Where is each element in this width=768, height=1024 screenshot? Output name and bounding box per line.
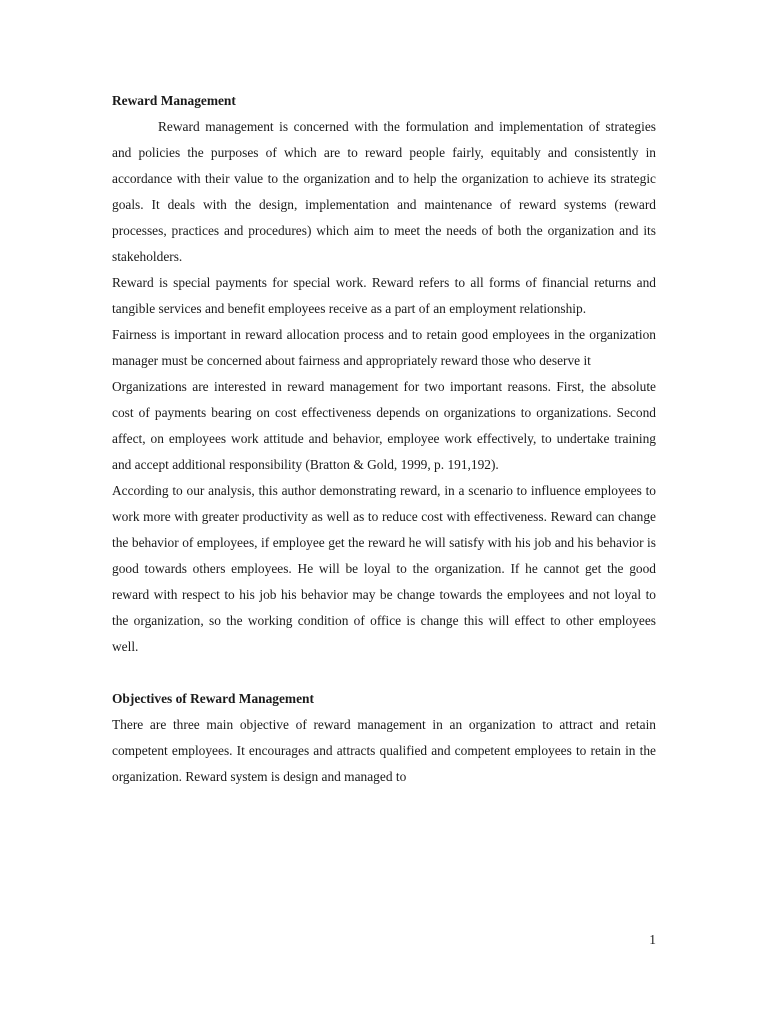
- paragraph-objectives: There are three main objective of reward management in an organization to attract and retain competent employees. It encourages and attracts qualified and competent employees to retain in the organization. Reward system is design and managed to: [112, 717, 656, 784]
- paragraph-reward-special-payments: Reward is special payments for special work. Reward refers to all forms of financial returns and tangible services and benefit employees receive as a part of an employment relationship.: [112, 275, 656, 316]
- document-page: [112, 88, 656, 790]
- paragraph-fairness: Fairness is important in reward allocation process and to retain good employees in the organization manager must be concerned about fairness and appropriately reward those who deserve it: [112, 327, 656, 368]
- paragraph-analysis: According to our analysis, this author demonstrating reward, in a scenario to influence employees to work more with greater productivity as well as to reduce cost with effectiveness. Reward can change the behavior of employees, if employee get the reward he will satisfy with his job and his behavior is good towards others employees. He will be loyal to the organization. If he cannot get the good reward with respect to his job his behavior may be change towards the employees and not loyal to the organization, so the working condition of office is change this will effect to other employees well.: [112, 483, 656, 654]
- paragraph-definition: Reward management is concerned with the formulation and implementation of strategies and policies the purposes of which are to reward people fairly, equitably and consistently in accordance with their value to the organization and to help the organization to achieve its strategic goals. It deals with the design, implementation and maintenance of reward systems (reward processes, practices and procedures) which aim to meet the needs of both the organization and its stakeholders.: [112, 119, 656, 264]
- section-heading-objectives: Objectives of Reward Management: [112, 691, 314, 706]
- paragraph-organizations-interest: Organizations are interested in reward management for two important reasons. First, the absolute cost of payments bearing on cost effectiveness depends on organizations to organizations. Second affect, on employees work attitude and behavior, employee work effectively, to undertake training and accept additional responsibility (Bratton & Gold, 1999, p. 191,192).: [112, 379, 656, 472]
- paragraph-spacer: [112, 660, 656, 686]
- page-number: 1: [649, 932, 656, 947]
- section-heading-reward-management: Reward Management: [112, 93, 236, 108]
